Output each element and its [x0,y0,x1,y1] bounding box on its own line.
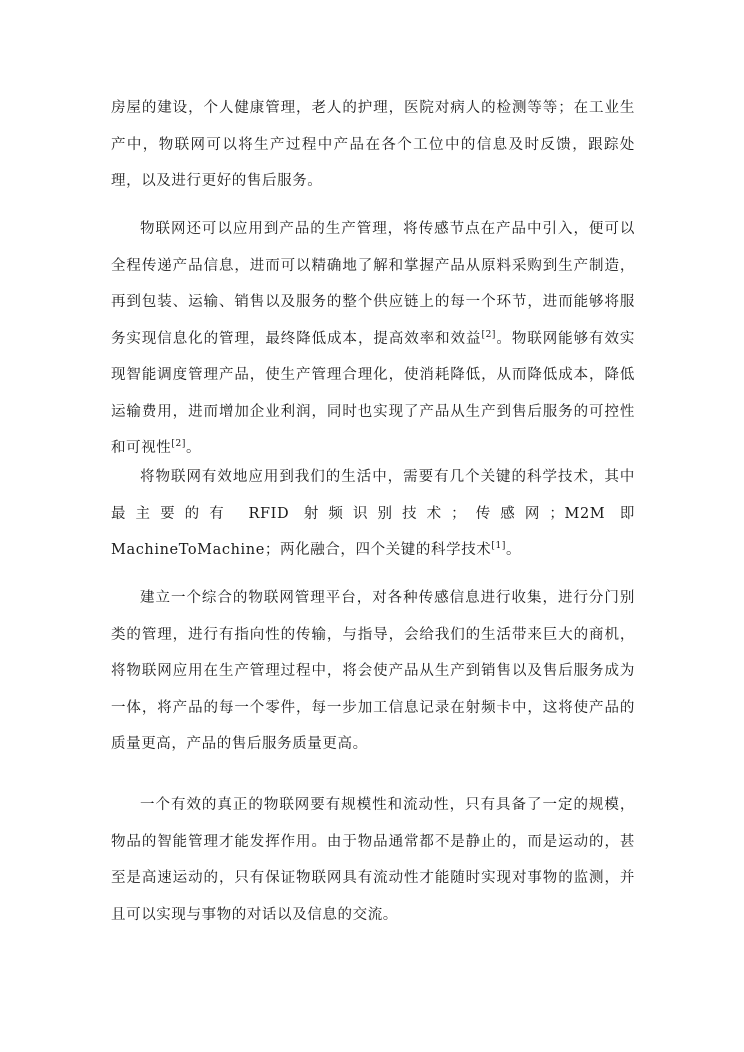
paragraph-2-text-a: 物联网还可以应用到产品的生产管理，将传感节点在产品中引入，便可以全程传递产品信息，进而可以精确地了解和掌握产品从原料采购到生产制造，再到包装、运输、销售以及服务的整个供应链上的每一个环节，进而能够将服务实现信息化的管理，最终降低成本，提高效率和效益 [111,221,635,347]
paragraph-2-text-b: 。物联网能够有效实现智能调度管理产品，使生产管理合理化，使消耗降低，从而降低成本，降低运输费用，进而增加企业利润，同时也实现了产品从生产到售后服务的可控性和可视性 [111,330,635,456]
paragraph-3-text-a: 将物联网有效地应用到我们的生活中，需要有几个关键的科学技术，其中最主要的有 RFID 射频识别技术；传感网；M2M 即 MachineToMachine；两化融合，四个关键的科学技术 [111,469,635,558]
citation-ref: [1] [491,541,506,552]
paragraph-2-text-c: 。 [185,440,202,456]
paragraph-1: 房屋的建设，个人健康管理，老人的护理，医院对病人的检测等等；在工业生产中，物联网可以将生产过程中产品在各个工位中的信息及时反馈，跟踪处理，以及进行更好的售后服务。 [111,100,635,189]
paragraph-2 [111,211,635,467]
paragraph-5: 一个有效的真正的物联网要有规模性和流动性，只有具备了一定的规模，物品的智能管理才能发挥作用。由于物品通常都不是静止的，而是运动的，甚至是高速运动的，只有保证物联网具有流动性才能随时实现对事物的监测，并且可以实现与事物的对话以及信息的交流。 [111,797,635,923]
paragraph-3 [111,459,635,569]
citation-ref: [2] [171,439,186,450]
paragraph-3-text-b: 。 [505,542,522,558]
paragraph-4: 建立一个综合的物联网管理平台，对各种传感信息进行收集，进行分门别类的管理，进行有指向性的传输，与指导，会给我们的生活带来巨大的商机，将物联网应用在生产管理过程中，将会使产品从生产到销售以及售后服务成为一体，将产品的每一个零件，每一步加工信息记录在射频卡中，这将使产品的质量更高，产品的售后服务质量更高。 [111,590,635,752]
citation-ref: [2] [481,329,497,340]
